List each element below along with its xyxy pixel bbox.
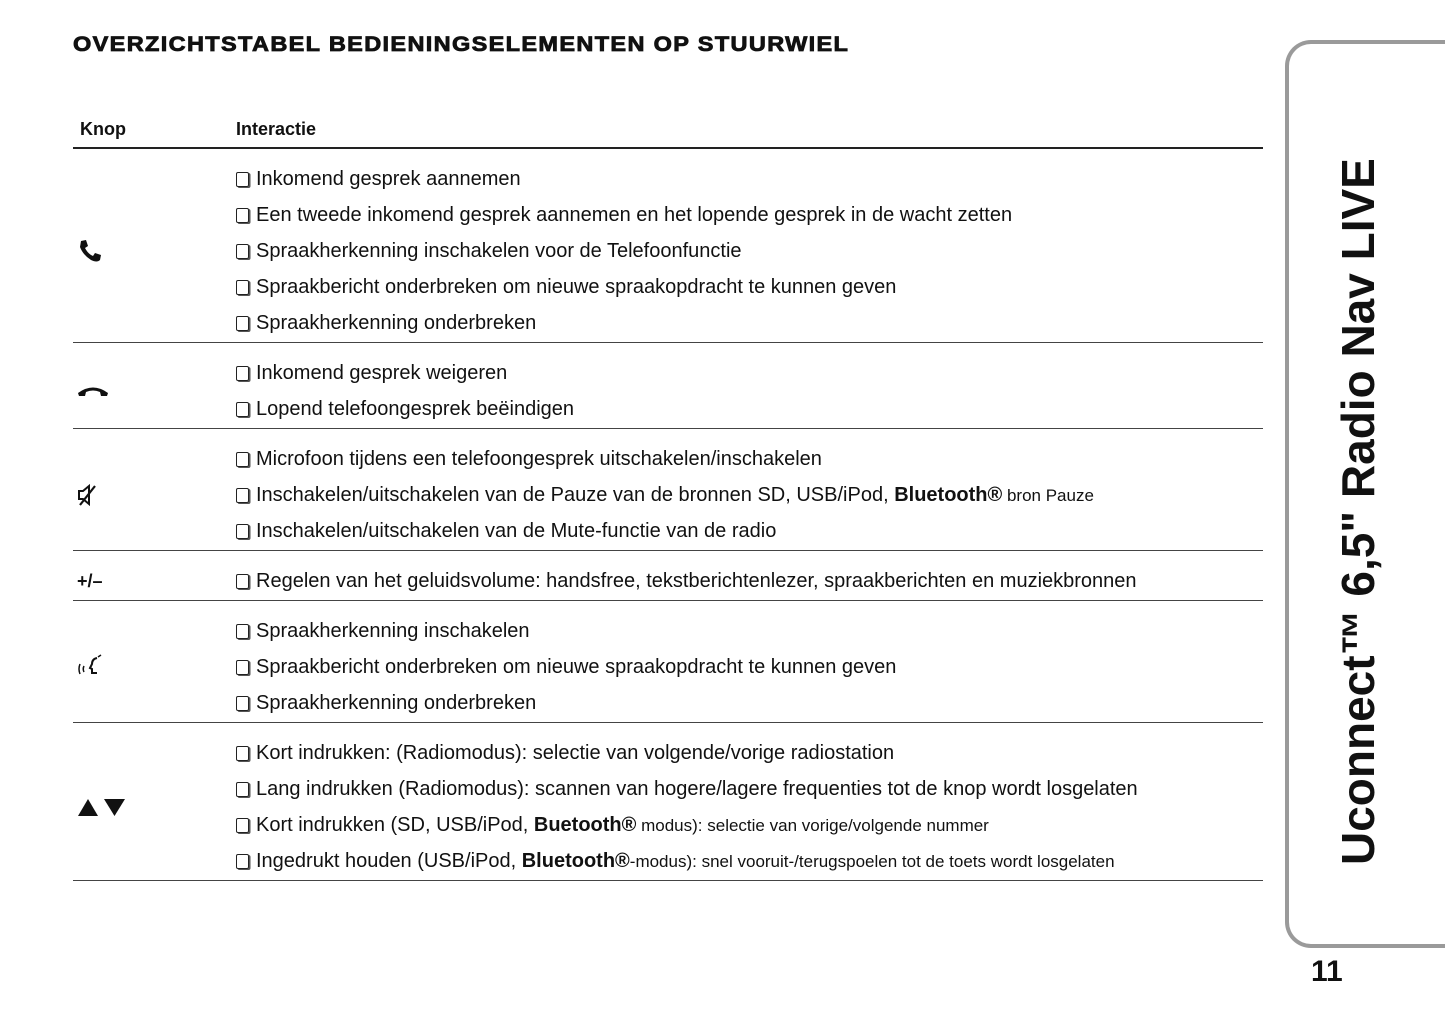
interaction-item	[236, 197, 1263, 233]
bullet-box-icon	[236, 782, 249, 797]
bullet-box-icon	[236, 624, 249, 639]
item-text: modus): selectie van vorige/volgende nummer	[636, 816, 989, 835]
item-text: Een tweede inkomend gesprek aannemen en het lopende gesprek in de wacht zetten	[256, 204, 1013, 226]
bullet-box-icon	[236, 172, 249, 187]
item-text: Inschakelen/uitschakelen van de Mute-functie van de radio	[256, 520, 777, 542]
item-text: Spraakherkenning inschakelen voor de Telefoonfunctie	[256, 240, 742, 262]
interaction-item	[236, 771, 1263, 807]
bullet-box-icon	[236, 316, 249, 331]
page-number: 11	[1311, 955, 1343, 988]
item-text: Kort indrukken: (Radiomodus): selectie van volgende/vorige radiostation	[256, 742, 895, 764]
item-text: Spraakbericht onderbreken om nieuwe spraakopdracht te kunnen geven	[256, 656, 897, 678]
table-row	[73, 551, 1263, 601]
item-text: Inkomend gesprek aannemen	[256, 168, 521, 190]
voice-command-icon	[73, 613, 236, 721]
interaction-list	[236, 613, 1263, 721]
interaction-item	[236, 513, 1263, 549]
interaction-item	[236, 441, 1263, 477]
table-row	[73, 343, 1263, 429]
item-text: -modus): snel vooruit-/terugspoelen tot de toets wordt losgelaten	[629, 852, 1115, 871]
table-row	[73, 601, 1263, 723]
bullet-box-icon	[236, 244, 249, 259]
table-header	[73, 112, 1263, 149]
interaction-item	[236, 563, 1263, 599]
interaction-list	[236, 563, 1263, 599]
bullet-box-icon	[236, 402, 249, 417]
interaction-item	[236, 391, 1263, 427]
bullet-box-icon	[236, 488, 249, 503]
mute-icon	[73, 441, 236, 549]
bullet-box-icon	[236, 524, 249, 539]
interaction-list	[236, 735, 1263, 879]
bullet-box-icon	[236, 818, 249, 833]
bullet-box-icon	[236, 366, 249, 381]
bullet-box-icon	[236, 696, 249, 711]
up-down-arrows-icon	[73, 735, 236, 879]
header-knop: Knop	[80, 119, 126, 139]
interaction-list	[236, 441, 1263, 549]
bullet-box-icon	[236, 208, 249, 223]
header-interactie: Interactie	[236, 119, 317, 139]
interaction-item	[236, 685, 1263, 721]
item-text: Inkomend gesprek weigeren	[256, 362, 508, 384]
item-text: Buetooth®	[533, 814, 637, 836]
item-text: bron Pauze	[1002, 486, 1094, 505]
bullet-box-icon	[236, 574, 249, 589]
chapter-tab-title: Uconnect™ 6,5" Radio Nav LIVE	[1332, 158, 1384, 865]
interaction-list	[236, 161, 1263, 341]
bullet-box-icon	[236, 660, 249, 675]
item-text: Kort indrukken (SD, USB/iPod,	[256, 814, 534, 836]
interaction-item	[236, 161, 1263, 197]
item-text: Bluetooth®	[894, 484, 1003, 506]
item-text: Lang indrukken (Radiomodus): scannen van hogere/lagere frequenties tot de knop wordt losgelaten	[256, 778, 1138, 800]
phone-answer-icon	[73, 161, 236, 341]
item-text: Lopend telefoongesprek beëindigen	[256, 398, 575, 420]
button-label: +/–	[77, 570, 103, 591]
item-text: Spraakbericht onderbreken om nieuwe spraakopdracht te kunnen geven	[256, 276, 897, 298]
bullet-box-icon	[236, 280, 249, 295]
item-text: Spraakherkenning inschakelen	[256, 620, 530, 642]
item-text: Microfoon tijdens een telefoongesprek uitschakelen/inschakelen	[256, 448, 822, 470]
controls-table	[73, 112, 1263, 881]
interaction-item	[236, 233, 1263, 269]
bullet-box-icon	[236, 854, 249, 869]
interaction-item	[236, 613, 1263, 649]
item-text: Spraakherkenning onderbreken	[256, 312, 537, 334]
interaction-item	[236, 305, 1263, 341]
page-title: OVERZICHTSTABEL BEDIENINGSELEMENTEN OP STUURWIEL	[73, 33, 850, 56]
item-text: Ingedrukt houden (USB/iPod,	[256, 850, 522, 872]
table-row	[73, 429, 1263, 551]
interaction-item	[236, 735, 1263, 771]
phone-hangup-icon	[73, 355, 236, 427]
item-text: Bluetooth®	[521, 850, 630, 872]
interaction-item	[236, 355, 1263, 391]
interaction-item	[236, 843, 1263, 879]
interaction-item	[236, 477, 1263, 513]
interaction-item	[236, 649, 1263, 685]
item-text: Spraakherkenning onderbreken	[256, 692, 537, 714]
bullet-box-icon	[236, 452, 249, 467]
interaction-list	[236, 355, 1263, 427]
bullet-box-icon	[236, 746, 249, 761]
interaction-item	[236, 807, 1263, 843]
interaction-item	[236, 269, 1263, 305]
item-text: Inschakelen/uitschakelen van de Pauze van de bronnen SD, USB/iPod,	[256, 484, 895, 506]
table-row	[73, 723, 1263, 881]
table-row	[73, 149, 1263, 343]
item-text: Regelen van het geluidsvolume: handsfree, tekstberichtenlezer, spraakberichten en muziekbronnen	[256, 570, 1137, 592]
